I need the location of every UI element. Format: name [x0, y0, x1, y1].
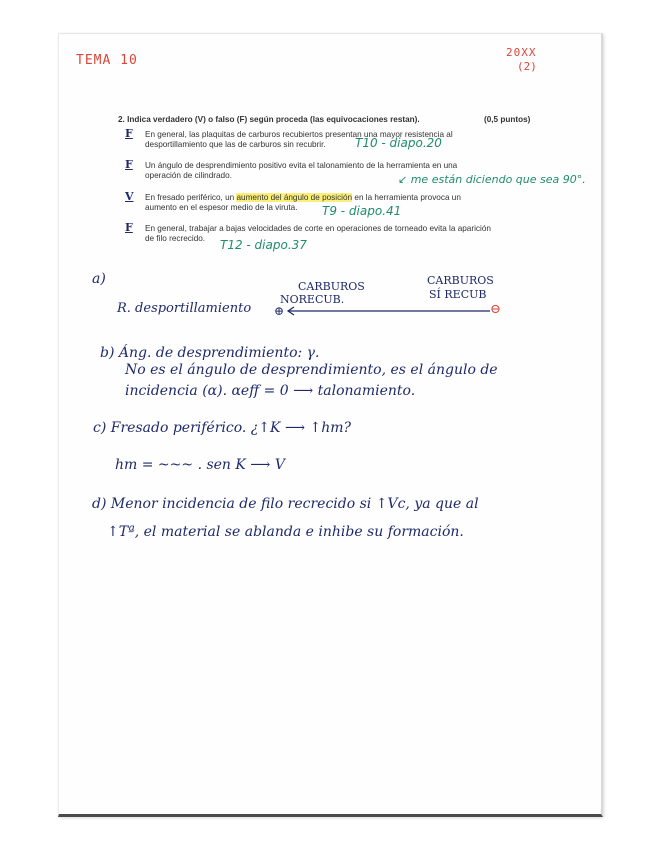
answer-d-line-2: ↑Tª, el material se ablanda e inhibe su formación. [107, 524, 464, 540]
item-4-note: T12 - diapo.37 [220, 238, 307, 252]
answer-d-line-1: d) Menor incidencia de filo recrecido si ↑Vc, ya que al [92, 496, 479, 512]
answer-b-line-2: No es el ángulo de desprendimiento, es el ángulo de [125, 362, 498, 378]
answer-a-norecub: NORECUB. [280, 293, 345, 306]
item-2-line-2: operación de cilindrado. [145, 171, 232, 180]
answer-b-line-3: incidencia (α). αeff = 0 ⟶ talonamiento. [125, 383, 416, 399]
item-1-line-2: desportillamiento que las de carburos sin recubrir. [145, 140, 326, 149]
page-number: (2) [517, 60, 537, 73]
answer-a-label: a) [92, 271, 106, 287]
question-title: 2. Indica verdadero (V) o falso (F) según proceda (las equivocaciones restan). [118, 115, 420, 124]
item-3-note: T9 - diapo.41 [322, 204, 402, 218]
answer-mark-3: V [125, 190, 134, 203]
item-3-line-2: aumento en el espesor medio de la viruta. [145, 203, 298, 212]
topic-title: TEMA 10 [76, 53, 138, 68]
item-1-note: T10 - diapo.20 [355, 136, 442, 150]
minus-symbol: ⊖ [490, 302, 501, 317]
item-3-line-1 [145, 193, 461, 203]
item-3-highlight: aumento del ángulo de posición [236, 193, 353, 202]
answer-a-carburos-2: CARBUROS [427, 274, 494, 287]
question-points: (0,5 puntos) [484, 115, 531, 124]
answer-c-line-2: hm = ~~~ . sen K ⟶ V [115, 457, 285, 473]
item-3-text-b: en la herramienta provoca un [352, 193, 461, 202]
answer-b-line-1: b) Áng. de desprendimiento: γ. [100, 345, 320, 361]
answer-c-line-1: c) Fresado periférico. ¿↑K ⟶ ↑hm? [93, 420, 351, 436]
item-2-line-1: Un ángulo de desprendimiento positivo evita el talonamiento de la herramienta en una [145, 161, 458, 170]
answer-mark-1: F [125, 127, 133, 140]
arrow-line [284, 305, 494, 317]
item-4-line-1: En general, trabajar a bajas velocidades de corte en operaciones de torneado evita la aparición [145, 224, 491, 233]
answer-a-left-label: R. desportillamiento [117, 301, 252, 316]
answer-a-si-recub: SÍ RECUB [429, 288, 487, 301]
item-3-side-note: ↙ me están diciendo que sea 90°. [398, 173, 586, 186]
answer-a-carburos-1: CARBUROS [298, 280, 365, 293]
item-1-line-1: En general, las plaquitas de carburos recubiertos presentan una mayor resistencia al [145, 130, 453, 139]
item-4-line-2: de filo recrecido. [145, 234, 206, 243]
plus-symbol: ⊕ [274, 304, 285, 318]
item-3-text-a: En fresado periférico, un [145, 193, 237, 202]
year-label: 20XX [506, 46, 537, 59]
answer-mark-2: F [125, 158, 133, 171]
answer-mark-4: F [125, 221, 133, 234]
